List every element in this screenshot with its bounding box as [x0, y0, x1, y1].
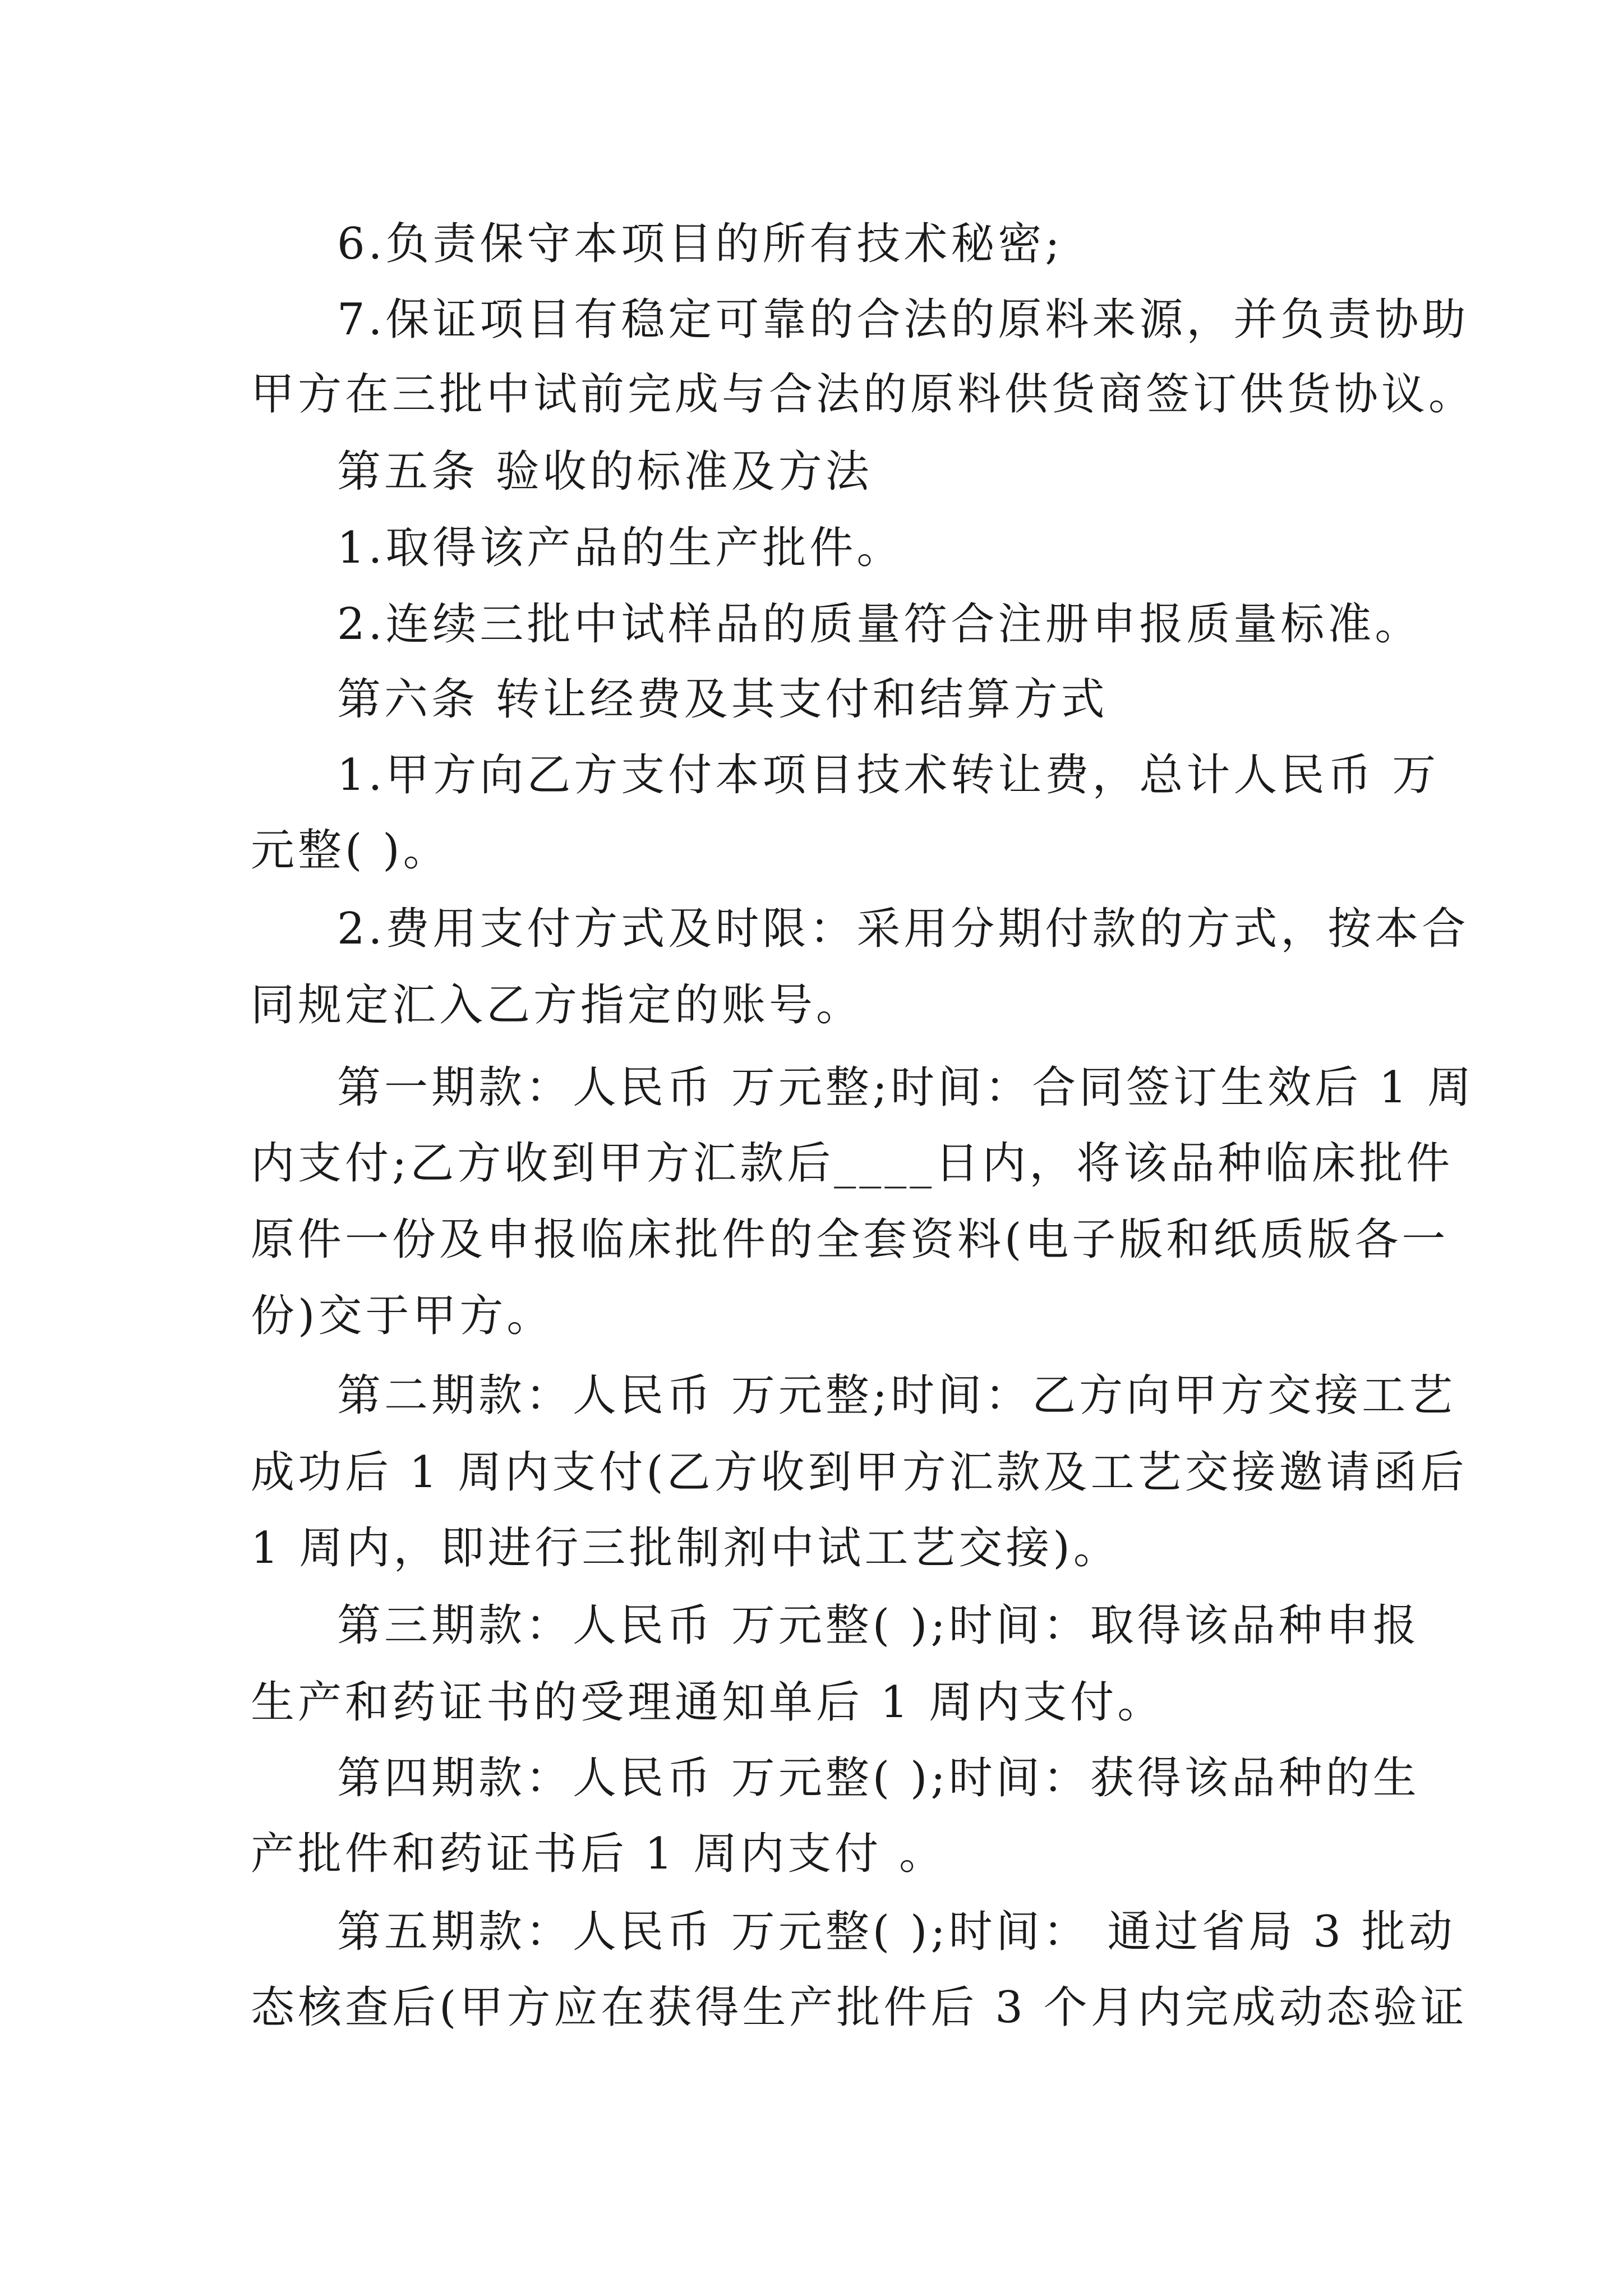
text-line: 2.连续三批中试样品的质量符合注册申报质量标准。	[337, 599, 1422, 650]
text-line: 元整( )。	[251, 825, 450, 876]
text-line: 态核查后(甲方应在获得生产批件后 3 个月内完成动态验证	[251, 1982, 1468, 2033]
text-line: 第一期款：人民币 万元整;时间：合同签订生效后 1 周	[337, 1062, 1475, 1113]
text-line: 第四期款：人民币 万元整( );时间：获得该品种的生	[337, 1753, 1420, 1803]
text-line: 份)交于甲方。	[251, 1291, 554, 1341]
text-line: 生产和药证书的受理通知单后 1 周内支付。	[251, 1677, 1165, 1728]
text-line: 第二期款：人民币 万元整;时间：乙方向甲方交接工艺	[337, 1370, 1456, 1421]
text-line: 成功后 1 周内支付(乙方收到甲方汇款及工艺交接邀请函后	[251, 1447, 1468, 1498]
text-line: 内支付;乙方收到甲方汇款后____日内，将该品种临床批件	[251, 1138, 1454, 1189]
text-line: 1 周内，即进行三批制剂中试工艺交接)。	[251, 1523, 1121, 1573]
text-line: 7.保证项目有稳定可靠的合法的原料来源，并负责协助	[337, 295, 1469, 345]
text-line: 甲方在三批中试前完成与合法的原料供货商签订供货协议。	[251, 369, 1476, 420]
section-heading: 第六条 转让经费及其支付和结算方式	[337, 674, 1108, 725]
text-line: 第三期款：人民币 万元整( );时间：取得该品种申报	[337, 1600, 1420, 1651]
text-line: 同规定汇入乙方指定的账号。	[251, 980, 864, 1030]
text-line: 第五期款：人民币 万元整( );时间： 通过省局 3 批动	[337, 1907, 1456, 1957]
section-heading: 第五条 验收的标准及方法	[337, 447, 873, 497]
text-line: 1.甲方向乙方支付本项目技术转让费，总计人民币 万	[337, 750, 1440, 800]
text-line: 6.负责保守本项目的所有技术秘密;	[337, 219, 1063, 269]
text-line: 原件一份及申报临床批件的全套资料(电子版和纸质版各一	[251, 1214, 1449, 1265]
text-line: 产批件和药证书后 1 周内支付 。	[251, 1829, 947, 1879]
text-line: 1.取得该产品的生产批件。	[337, 523, 904, 573]
text-line: 2.费用支付方式及时限：采用分期付款的方式，按本合	[337, 904, 1469, 954]
